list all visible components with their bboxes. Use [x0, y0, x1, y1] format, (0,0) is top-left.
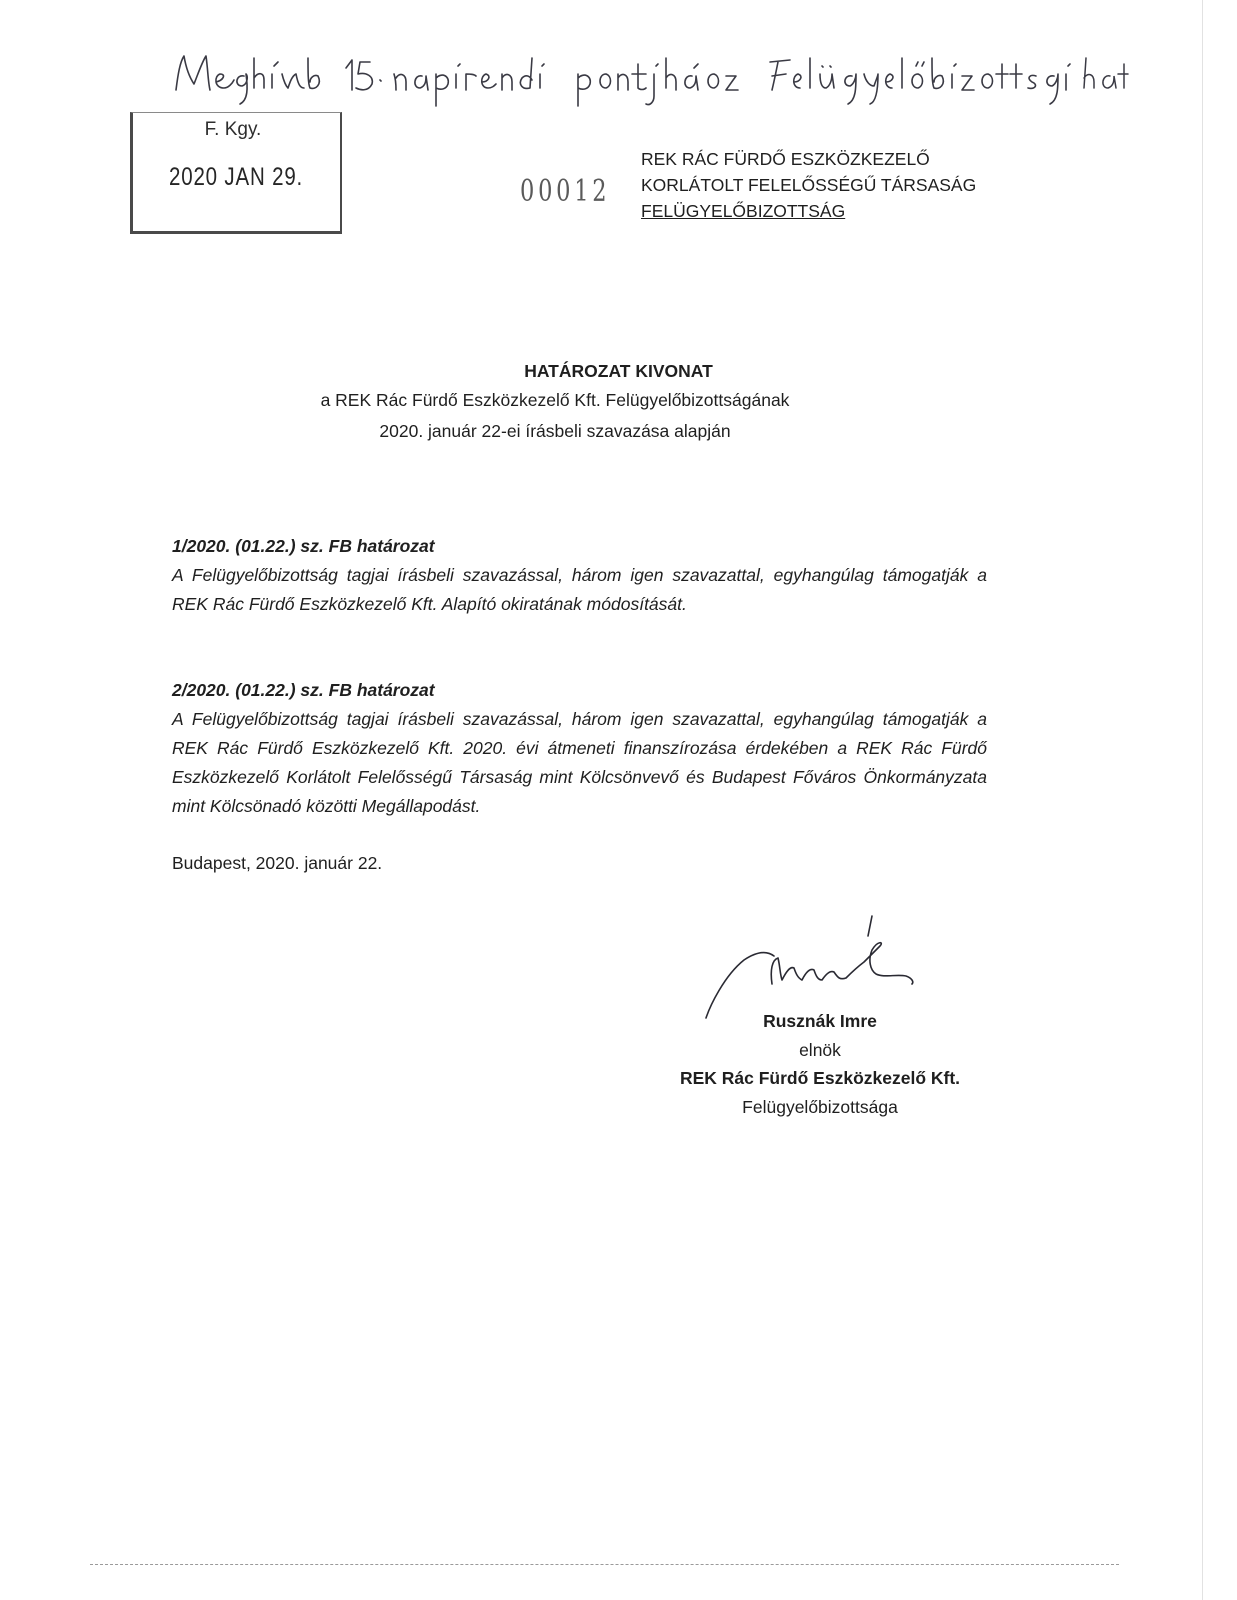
organization-line-1: REK RÁC FÜRDŐ ESZKÖZKEZELŐ — [641, 149, 930, 169]
page-bottom-rule — [90, 1564, 1119, 1565]
filing-stamp — [130, 112, 342, 234]
signer-body: Felügyelőbizottsága — [742, 1097, 898, 1117]
stamp-office: F. Kgy. — [204, 119, 262, 140]
resolution-1 — [172, 532, 987, 619]
resolution-text: A Felügyelőbizottság tagjai írásbeli szavazással, három igen szavazattal, egyhangúlag támogatják a REK Rác Fürdő Eszközkezelő Kft. 2020. évi átmeneti finanszírozása érdekében a REK Rác Fürdő Eszközkezelő Korlátolt Felelősségű Társaság mint Kölcsönvevő és Budapest Főváros Önkormányzata mint Kölcsönadó közötti Megállapodást. — [172, 709, 987, 816]
organization-line-2: KORLÁTOLT FELELŐSSÉGŰ TÁRSASÁG — [641, 175, 977, 195]
signer-name: Rusznák Imre — [763, 1011, 877, 1031]
stamp-date: 2020 JAN 29. — [169, 163, 304, 191]
document-title: HATÁROZAT KIVONAT — [524, 361, 713, 381]
organization-line-3: FELÜGYELŐBIZOTTSÁG — [641, 201, 846, 221]
document-subtitle-line-1: a REK Rác Fürdő Eszközkezelő Kft. Felügyelőbizottságának — [320, 390, 790, 410]
scan-page-edge — [1202, 0, 1203, 1600]
document-subtitle-line-2: 2020. január 22-ei írásbeli szavazása alapján — [379, 421, 731, 441]
signer-role: elnök — [799, 1040, 841, 1060]
organization-header — [641, 146, 976, 224]
resolution-text: A Felügyelőbizottság tagjai írásbeli szavazással, három igen szavazattal, egyhangúlag támogatják a REK Rác Fürdő Eszközkezelő Kft. Alapító okiratának módosítását. — [172, 565, 987, 614]
resolution-heading: 1/2020. (01.22.) sz. FB határozat — [172, 536, 435, 556]
signer-organization: REK Rác Fürdő Eszközkezelő Kft. — [679, 1068, 961, 1088]
place-date: Budapest, 2020. január 22. — [172, 853, 383, 873]
resolution-heading: 2/2020. (01.22.) sz. FB határozat — [172, 680, 435, 700]
handwritten-note — [170, 44, 1130, 114]
registration-number: 00012 — [520, 174, 611, 209]
resolution-2 — [172, 676, 987, 821]
